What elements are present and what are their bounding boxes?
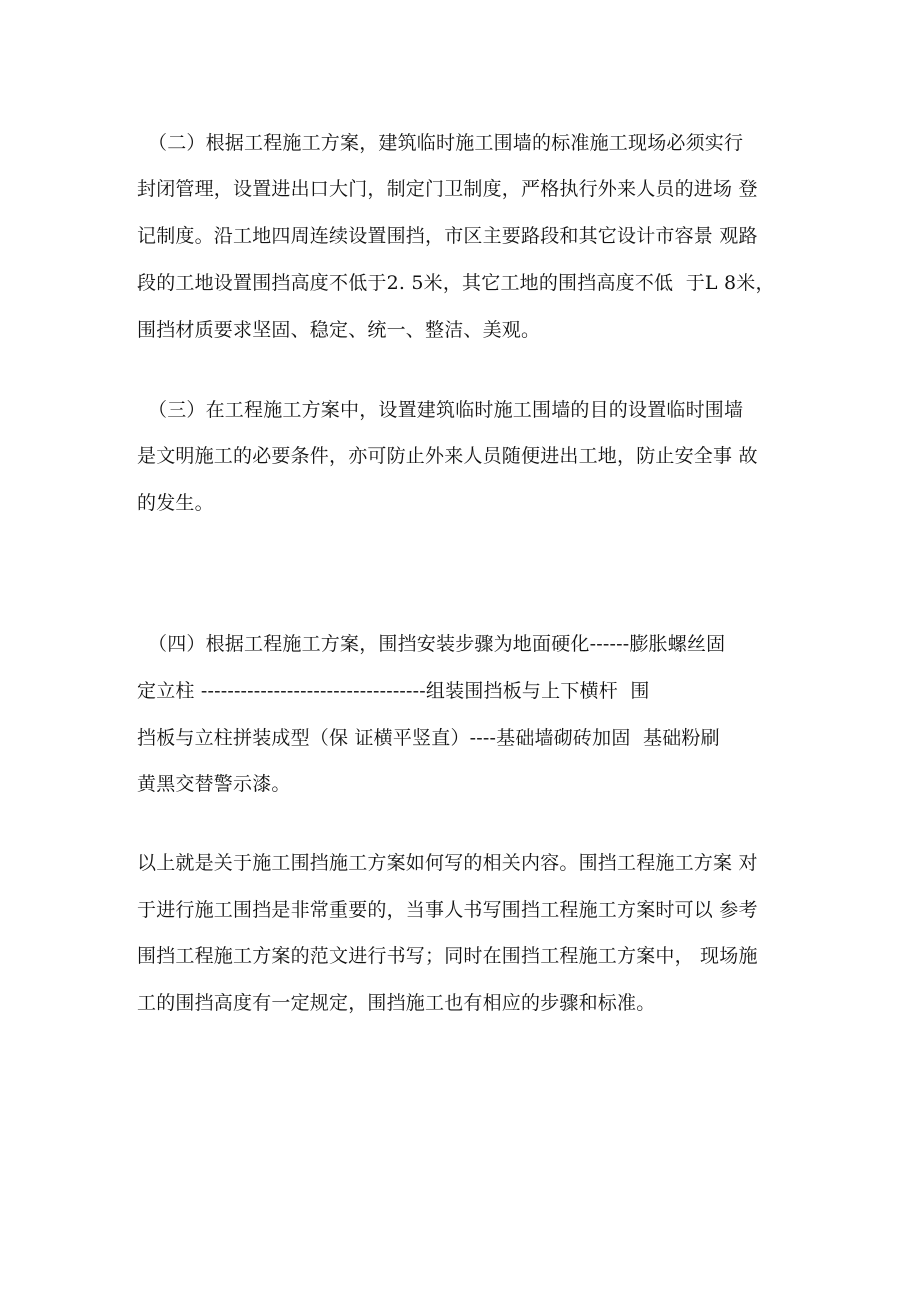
section-3-line-1: （三）在工程施工方案中，设置建筑临时施工围墙的目的设置临时围墙 <box>148 399 744 421</box>
summary-line-2: 于进行施工围挡是非常重要的，当事人书写围挡工程施工方案时可以 参考 <box>137 899 758 921</box>
section-4-line-3: 挡板与立柱拼装成型（保 证横平竖直）----基础墙砌砖加固 基础粉刷 <box>137 727 720 749</box>
section-4-line-2: 定立柱 ----------------------------------组装围挡板与上下横杆 围 <box>137 680 650 702</box>
section-2-line-1: （二）根据工程施工方案，建筑临时施工围墙的标准施工现场必须实行 <box>148 132 744 154</box>
section-2-line-4: 段的工地设置围挡高度不低于2. 5米，其它工地的围挡高度不低 于L 8米， <box>137 272 775 294</box>
section-2-line-2: 封闭管理，设置进出口大门，制定门卫制度，严格执行外来人员的进场 登 <box>137 178 758 200</box>
section-3-line-2: 是文明施工的必要条件，亦可防止外来人员随便进出工地，防止安全事 故 <box>137 445 758 467</box>
summary-line-3: 围挡工程施工方案的范文进行书写；同时在围挡工程施工方案中， 现场施 <box>137 945 758 967</box>
section-4-line-1: （四）根据工程施工方案，围挡安装步骤为地面硬化------膨胀螺丝固 <box>148 633 726 655</box>
summary-line-4: 工的围挡高度有一定规定，围挡施工也有相应的步骤和标准。 <box>137 992 656 1014</box>
section-3-line-3: 的发生。 <box>137 492 214 514</box>
section-2-line-5: 围挡材质要求坚固、稳定、统一、整洁、美观。 <box>137 319 541 341</box>
section-2-line-3: 记制度。沿工地四周连续设置围挡，市区主要路段和其它设计市容景 观路 <box>137 225 758 247</box>
summary-line-1: 以上就是关于施工围挡施工方案如何写的相关内容。围挡工程施工方案 对 <box>137 852 758 874</box>
section-4-line-4: 黄黑交替警示漆。 <box>137 773 291 795</box>
